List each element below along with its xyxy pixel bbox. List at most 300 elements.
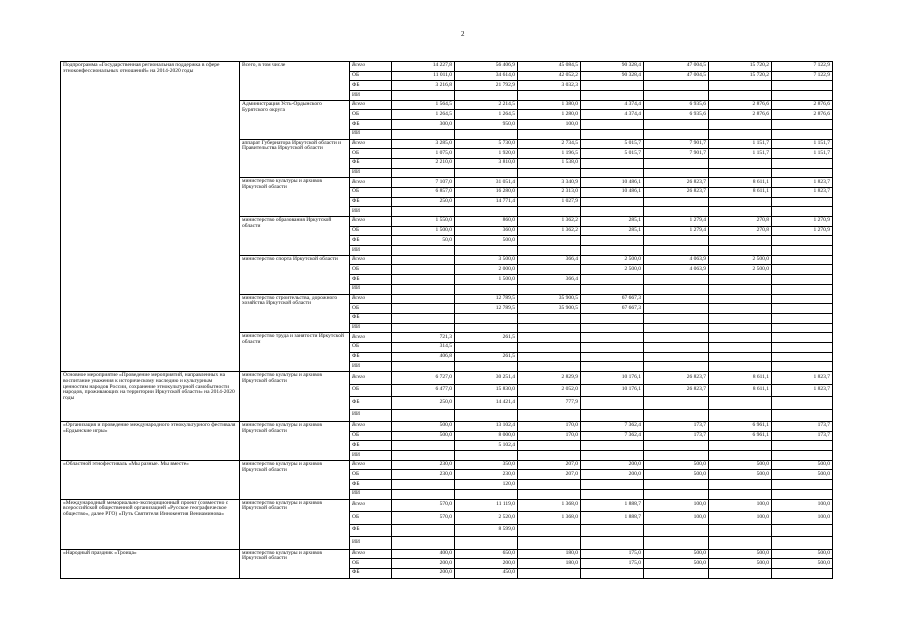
year-value [518, 207, 581, 217]
year-value: 207,0 [518, 460, 581, 470]
year-value [581, 537, 644, 550]
year-value: 230,0 [392, 470, 455, 480]
funding-source: ИИ [350, 409, 392, 422]
year-value: 2 000,0 [455, 265, 518, 275]
year-value: 2 829,9 [518, 372, 581, 385]
table-row [61, 460, 833, 470]
year-value: 100,0 [518, 120, 581, 130]
year-value: 1 823,7 [772, 187, 833, 197]
year-value: 3 032,3 [518, 81, 581, 91]
year-value: 100,0 [709, 499, 772, 512]
year-value: 11 119,0 [455, 499, 518, 512]
year-value [709, 120, 772, 130]
year-value [772, 568, 833, 578]
year-value: 500,0 [772, 549, 833, 559]
funding-source: ОБ [350, 226, 392, 236]
year-value [709, 81, 772, 91]
year-value: 500,0 [709, 559, 772, 569]
year-value [772, 524, 833, 537]
year-value [644, 451, 709, 461]
year-value: 2 876,6 [709, 110, 772, 120]
measure-name: «Областной этнофестиваль «Мы разные. Мы вместе» [61, 460, 240, 499]
year-value [772, 197, 833, 207]
year-value [455, 323, 518, 333]
year-value [644, 197, 709, 207]
year-value: 261,5 [455, 333, 518, 343]
funding-source: ОБ [350, 265, 392, 275]
year-value: 6 935,6 [644, 100, 709, 110]
year-value [455, 313, 518, 323]
executor-cell: министерство культуры и архивов Иркутской области [240, 372, 350, 422]
year-value: 8 000,0 [455, 431, 518, 441]
year-value [518, 524, 581, 537]
funding-source: Всего [350, 62, 392, 72]
year-value: 500,0 [709, 549, 772, 559]
measure-name: Основное мероприятие «Проведение мероприятий, направленных на воспитание уважения к историческому наследию и культурным ценностям народов России, сохранение этнокультурной самобытности народов, проживающих на территории Иркутской области» на 2014-2020 годы [61, 372, 240, 422]
funding-source: ИИ [350, 489, 392, 499]
year-value: 10 486,1 [581, 187, 644, 197]
year-value [455, 409, 518, 422]
funding-source: ОБ [350, 149, 392, 159]
year-value [772, 91, 833, 101]
year-value: 3 285,0 [392, 139, 455, 149]
year-value: 1 550,0 [392, 217, 455, 227]
year-value: 5 015,7 [581, 139, 644, 149]
year-value [392, 480, 455, 490]
year-value: 1 280,0 [518, 110, 581, 120]
year-value [392, 207, 455, 217]
year-value [392, 441, 455, 451]
year-value: 1 362,2 [518, 226, 581, 236]
year-value [644, 409, 709, 422]
year-value: 2 210,0 [392, 158, 455, 168]
year-value: 1 279,4 [644, 226, 709, 236]
year-value [392, 362, 455, 372]
funding-source: ФБ [350, 197, 392, 207]
year-value: 350,0 [455, 460, 518, 470]
year-value: 26 823,7 [644, 384, 709, 397]
year-value [644, 352, 709, 362]
year-value: 12 789,5 [455, 294, 518, 304]
table-row [61, 62, 833, 72]
year-value [709, 409, 772, 422]
year-value [644, 246, 709, 256]
year-value: 173,7 [772, 431, 833, 441]
year-value: 11 011,0 [392, 71, 455, 81]
funding-source: ФБ [350, 524, 392, 537]
year-value [644, 342, 709, 352]
year-value [518, 568, 581, 578]
year-value [772, 207, 833, 217]
year-value [709, 451, 772, 461]
year-value: 1 500,0 [455, 275, 518, 285]
year-value: 26 823,7 [644, 178, 709, 188]
measure-name: «Международный мемориально-экспедиционный проект (совместно с всероссийской общественной организацией «Русское географическое общество», далее РГО) «Путь Святителя Иннокентия Вениаминова» [61, 499, 240, 549]
year-value: 1 270,9 [772, 217, 833, 227]
funding-source: ФБ [350, 81, 392, 91]
year-value: 860,0 [455, 217, 518, 227]
year-value [772, 480, 833, 490]
year-value: 35 900,5 [518, 294, 581, 304]
year-value: 31 051,4 [455, 178, 518, 188]
year-value: 1 279,4 [644, 217, 709, 227]
year-value [709, 441, 772, 451]
year-value [392, 246, 455, 256]
year-value [709, 294, 772, 304]
funding-source: ФБ [350, 275, 392, 285]
executor-cell: министерство труда и занятости Иркутской области [240, 333, 350, 372]
funding-source: Всего [350, 499, 392, 512]
year-value: 14 421,4 [455, 397, 518, 410]
funding-source: ИИ [350, 323, 392, 333]
year-value: 173,7 [644, 422, 709, 432]
year-value: 500,0 [644, 549, 709, 559]
year-value [455, 129, 518, 139]
year-value [772, 362, 833, 372]
year-value: 650,0 [455, 549, 518, 559]
year-value: 6 935,6 [644, 110, 709, 120]
year-value [772, 409, 833, 422]
year-value: 950,0 [455, 120, 518, 130]
year-value: 1 368,0 [518, 512, 581, 525]
year-value [709, 168, 772, 178]
year-value [455, 489, 518, 499]
year-value: 250,0 [392, 197, 455, 207]
year-value [518, 480, 581, 490]
year-value [581, 568, 644, 578]
year-value: 4 374,4 [581, 100, 644, 110]
year-value [455, 91, 518, 101]
funding-source: ФБ [350, 397, 392, 410]
year-value: 6 477,0 [392, 384, 455, 397]
year-value [772, 489, 833, 499]
year-value [581, 480, 644, 490]
year-value [709, 91, 772, 101]
year-value [581, 284, 644, 294]
year-value [581, 158, 644, 168]
year-value: 2 500,0 [709, 265, 772, 275]
year-value: 3 810,0 [455, 158, 518, 168]
year-value [644, 158, 709, 168]
year-value [455, 451, 518, 461]
year-value: 200,0 [392, 559, 455, 569]
year-value [392, 265, 455, 275]
year-value: 1 264,5 [392, 110, 455, 120]
year-value [455, 342, 518, 352]
year-value [518, 168, 581, 178]
year-value [518, 537, 581, 550]
funding-source: ОБ [350, 512, 392, 525]
year-value: 250,0 [392, 397, 455, 410]
year-value: 8 611,1 [709, 372, 772, 385]
funding-source: ФБ [350, 313, 392, 323]
year-value: 777,9 [518, 397, 581, 410]
year-value: 10 176,1 [581, 384, 644, 397]
year-value: 200,0 [581, 460, 644, 470]
year-value [518, 236, 581, 246]
year-value: 90 328,4 [581, 71, 644, 81]
year-value: 500,0 [455, 236, 518, 246]
funding-source: ОБ [350, 71, 392, 81]
year-value: 35 900,5 [518, 304, 581, 314]
year-value [581, 441, 644, 451]
year-value: 1 538,0 [518, 158, 581, 168]
year-value: 6 857,0 [392, 187, 455, 197]
year-value: 200,0 [392, 568, 455, 578]
year-value: 366,4 [518, 275, 581, 285]
funding-source: Всего [350, 422, 392, 432]
year-value: 120,0 [455, 480, 518, 490]
year-value: 2 313,0 [518, 187, 581, 197]
year-value: 1 823,7 [772, 372, 833, 385]
funding-source: Всего [350, 460, 392, 470]
funding-source: ИИ [350, 451, 392, 461]
year-value [709, 129, 772, 139]
year-value [772, 352, 833, 362]
year-value [772, 451, 833, 461]
year-value [772, 255, 833, 265]
funding-source: ИИ [350, 284, 392, 294]
year-value [581, 236, 644, 246]
year-value [581, 120, 644, 130]
year-value [518, 129, 581, 139]
year-value: 207,0 [518, 470, 581, 480]
year-value: 30 251,4 [455, 372, 518, 385]
year-value [644, 91, 709, 101]
year-value: 2 520,0 [455, 512, 518, 525]
year-value: 1 888,7 [581, 499, 644, 512]
funding-source: ФБ [350, 120, 392, 130]
year-value: 47 004,5 [644, 62, 709, 72]
year-value: 1 362,2 [518, 217, 581, 227]
year-value: 7 122,9 [772, 62, 833, 72]
year-value [709, 323, 772, 333]
year-value [581, 246, 644, 256]
year-value [772, 441, 833, 451]
year-value [392, 489, 455, 499]
year-value: 7 362,4 [581, 422, 644, 432]
year-value [392, 284, 455, 294]
measure-name: «Народный праздник «Троица» [61, 549, 240, 578]
year-value: 3 216,8 [392, 81, 455, 91]
measure-name: «Организация и проведение международного этнокультурного фестиваля «Ердынские игры» [61, 422, 240, 461]
year-value [581, 397, 644, 410]
year-value: 173,7 [772, 422, 833, 432]
year-value [709, 158, 772, 168]
year-value: 360,0 [455, 226, 518, 236]
year-value [772, 537, 833, 550]
year-value [518, 352, 581, 362]
year-value [709, 537, 772, 550]
year-value: 21 792,9 [455, 81, 518, 91]
year-value [709, 236, 772, 246]
year-value [644, 480, 709, 490]
executor-cell: Администрация Усть-Ордынского Бурятского округа [240, 100, 350, 139]
year-value: 100,0 [644, 512, 709, 525]
year-value: 5 015,7 [581, 149, 644, 159]
year-value [518, 362, 581, 372]
year-value [709, 333, 772, 343]
year-value [772, 81, 833, 91]
year-value [518, 441, 581, 451]
year-value: 100,0 [709, 512, 772, 525]
year-value [644, 323, 709, 333]
funding-source: Всего [350, 255, 392, 265]
year-value: 15 720,2 [709, 62, 772, 72]
year-value: 314,5 [392, 342, 455, 352]
year-value: 67 667,3 [581, 294, 644, 304]
executor-cell: министерство культуры и архивов Иркутской области [240, 549, 350, 578]
measure-name: Подпрограмма «Государственная региональная поддержка в сфере этноконфессиональных отношений» на 2014-2020 годы [61, 62, 240, 372]
year-value: 1 380,0 [518, 100, 581, 110]
year-value [709, 313, 772, 323]
year-value: 67 667,3 [581, 304, 644, 314]
year-value: 1 027,9 [518, 197, 581, 207]
year-value [772, 168, 833, 178]
year-value [518, 323, 581, 333]
year-value: 270,8 [709, 226, 772, 236]
executor-cell: Всего, в том числе [240, 62, 350, 101]
funding-source: ФБ [350, 441, 392, 451]
year-value: 15 830,0 [455, 384, 518, 397]
year-value [455, 362, 518, 372]
year-value [644, 294, 709, 304]
year-value: 721,3 [392, 333, 455, 343]
year-value: 3 500,0 [455, 255, 518, 265]
year-value: 42 052,2 [518, 71, 581, 81]
year-value [644, 537, 709, 550]
year-value [392, 275, 455, 285]
year-value: 1 151,7 [772, 149, 833, 159]
year-value: 14 227,8 [392, 62, 455, 72]
executor-cell: министерство культуры и архивов Иркутской области [240, 460, 350, 499]
year-value [392, 129, 455, 139]
year-value: 406,8 [392, 352, 455, 362]
executor-cell: министерство строительства, дорожного хозяйства Иркутской области [240, 294, 350, 333]
year-value [581, 207, 644, 217]
year-value [709, 568, 772, 578]
funding-source: ФБ [350, 480, 392, 490]
year-value: 2 876,6 [709, 100, 772, 110]
year-value: 173,7 [644, 431, 709, 441]
year-value: 50,0 [392, 236, 455, 246]
year-value [392, 91, 455, 101]
year-value: 5 102,4 [455, 441, 518, 451]
year-value [392, 313, 455, 323]
year-value [518, 451, 581, 461]
year-value [709, 284, 772, 294]
funding-source: Всего [350, 139, 392, 149]
year-value: 500,0 [772, 470, 833, 480]
year-value: 500,0 [644, 559, 709, 569]
year-value: 13 102,4 [455, 422, 518, 432]
year-value [772, 397, 833, 410]
year-value: 34 614,0 [455, 71, 518, 81]
table-row [61, 499, 833, 512]
year-value [581, 333, 644, 343]
funding-source: ИИ [350, 168, 392, 178]
year-value [772, 120, 833, 130]
year-value [392, 304, 455, 314]
year-value [772, 265, 833, 275]
year-value [772, 342, 833, 352]
year-value [581, 129, 644, 139]
year-value: 1 823,7 [772, 178, 833, 188]
year-value: 6 727,0 [392, 372, 455, 385]
year-value: 1 151,7 [709, 139, 772, 149]
funding-source: ФБ [350, 158, 392, 168]
funding-source: ИИ [350, 129, 392, 139]
executor-cell: министерство культуры и архивов Иркутской области [240, 178, 350, 217]
year-value [581, 342, 644, 352]
year-value: 500,0 [772, 460, 833, 470]
year-value: 500,0 [709, 460, 772, 470]
year-value: 261,5 [455, 352, 518, 362]
year-value [709, 342, 772, 352]
year-value: 400,0 [392, 549, 455, 559]
year-value [644, 362, 709, 372]
year-value: 90 328,4 [581, 62, 644, 72]
year-value: 230,0 [455, 470, 518, 480]
year-value [709, 352, 772, 362]
year-value [392, 451, 455, 461]
year-value: 180,0 [518, 549, 581, 559]
year-value [644, 489, 709, 499]
year-value: 1 075,0 [392, 149, 455, 159]
year-value: 1 920,0 [455, 149, 518, 159]
year-value: 1 564,5 [392, 100, 455, 110]
year-value [644, 81, 709, 91]
year-value [581, 313, 644, 323]
year-value [709, 275, 772, 285]
year-value: 500,0 [644, 470, 709, 480]
year-value [644, 397, 709, 410]
year-value: 5 730,0 [455, 139, 518, 149]
year-value: 10 486,1 [581, 178, 644, 188]
year-value: 2 500,0 [709, 255, 772, 265]
executor-cell: министерство образования Иркутской области [240, 217, 350, 256]
year-value [644, 168, 709, 178]
year-value: 2 500,0 [581, 255, 644, 265]
year-value: 4 374,4 [581, 110, 644, 120]
year-value [709, 246, 772, 256]
year-value [772, 246, 833, 256]
year-value [709, 197, 772, 207]
year-value: 570,0 [392, 512, 455, 525]
funding-source: Всего [350, 294, 392, 304]
funding-source: Всего [350, 372, 392, 385]
year-value [455, 284, 518, 294]
funding-source: ОБ [350, 110, 392, 120]
year-value: 285,1 [581, 226, 644, 236]
year-value: 2 214,5 [455, 100, 518, 110]
year-value: 1 888,7 [581, 512, 644, 525]
year-value [581, 409, 644, 422]
executor-cell: министерство спорта Иркутской области [240, 255, 350, 294]
year-value [581, 323, 644, 333]
year-value: 500,0 [392, 422, 455, 432]
funding-source: Всего [350, 100, 392, 110]
table-row [61, 549, 833, 559]
budget-table [60, 61, 833, 579]
funding-source: ИИ [350, 91, 392, 101]
year-value [709, 489, 772, 499]
year-value: 300,0 [392, 120, 455, 130]
table-row [61, 372, 833, 385]
funding-source: ОБ [350, 304, 392, 314]
year-value [772, 236, 833, 246]
funding-source: ИИ [350, 537, 392, 550]
